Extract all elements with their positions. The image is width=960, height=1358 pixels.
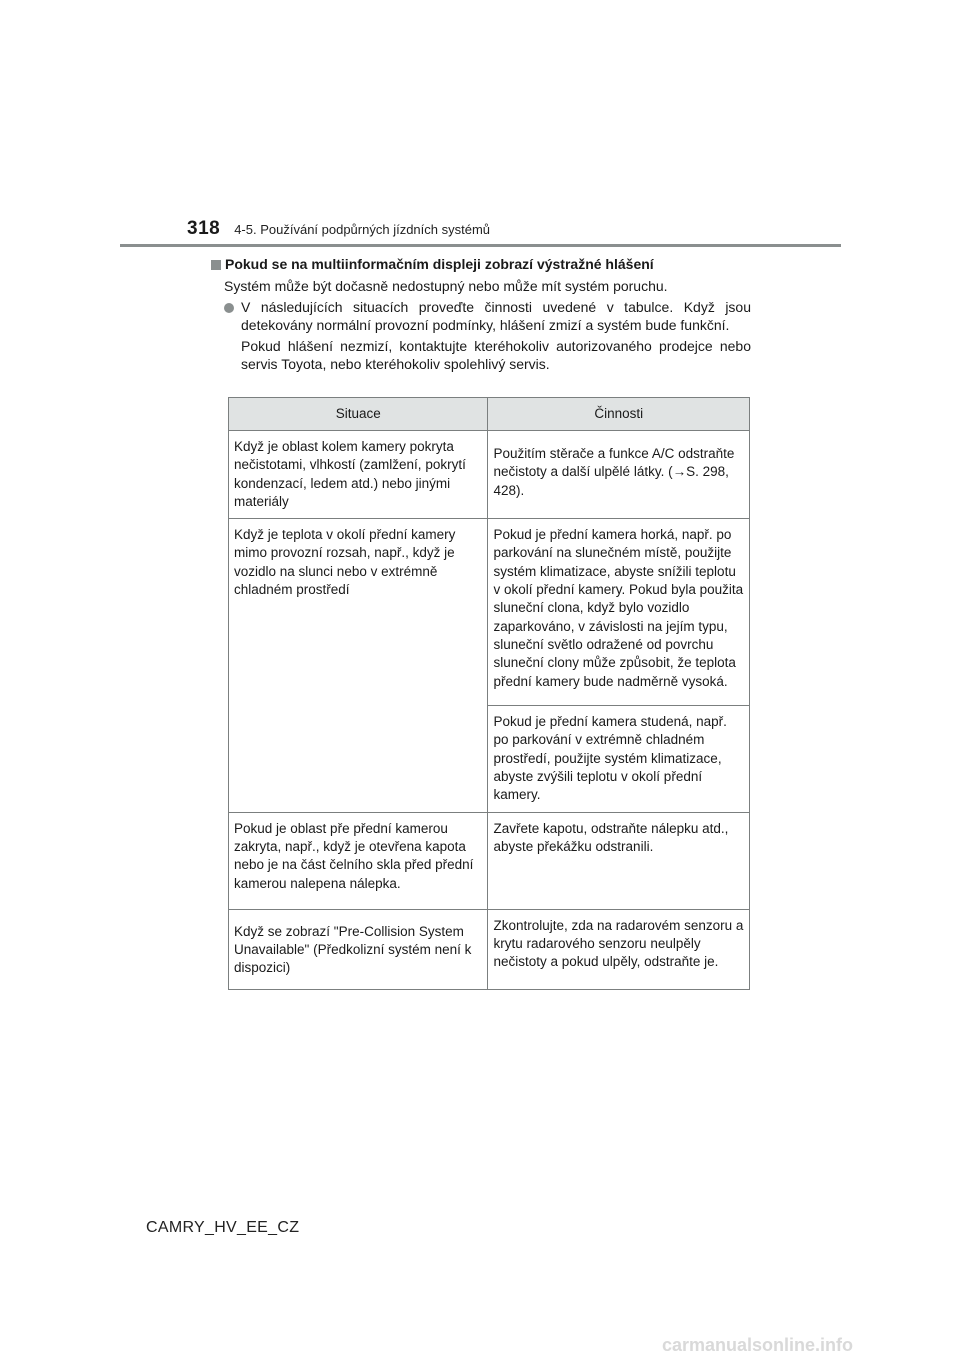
page-number: 318 [187, 218, 221, 239]
table-row [229, 519, 750, 706]
bullet-item [224, 299, 751, 373]
chapter-title: 4-5. Používání podpůrných jízdních systémů [234, 222, 491, 237]
section-intro: Systém může být dočasně nedostupný nebo může mít systém poruchu. [224, 277, 668, 294]
action-cell: Pokud je přední kamera studená, např. po parkování v extrémně chladném prostředí, použijte systém klimatizace, abyste zvýšili teplotu v okolí přední kamery. [488, 706, 750, 812]
table-header-row [229, 398, 750, 431]
situations-table [228, 397, 750, 990]
section [211, 256, 751, 373]
action-cell: Použitím stěrače a funkce A/C odstraňte nečistoty a další ulpělé látky. (→S. 298, 428). [488, 431, 750, 519]
column-header-situation: Situace [229, 398, 488, 431]
column-header-actions: Činnosti [488, 398, 750, 431]
document-code: CAMRY_HV_EE_CZ [146, 1219, 300, 1236]
square-bullet-icon [211, 260, 221, 270]
situation-cell: Když je oblast kolem kamery pokryta nečistotami, vlhkostí (zamlžení, pokrytí kondenzací, ledem atd.) nebo jinými materiály [229, 431, 488, 519]
circle-bullet-icon [224, 303, 234, 313]
table-row [229, 812, 750, 909]
situation-cell: Když se zobrazí "Pre-Collision System Unavailable" (Předkolizní systém není k dispozici) [229, 909, 488, 989]
action-cell: Zavřete kapotu, odstraňte nálepku atd., abyste překážku odstranili. [488, 812, 750, 909]
bullet-paragraph: Pokud hlášení nezmizí, kontaktujte kteréhokoliv autorizovaného prodejce nebo servis Toyota, nebo kteréhokoliv spolehlivý servis. [241, 338, 751, 372]
bullet-paragraph: V následujících situacích proveďte činnosti uvedené v tabulce. Když jsou detekovány normální provozní podmínky, hlášení zmizí a systém bude funkční. [241, 299, 751, 333]
situation-cell: Když je teplota v okolí přední kamery mimo provozní rozsah, např., když je vozidlo na slunci nebo v extrémně chladném prostředí [229, 519, 488, 812]
section-heading [211, 256, 751, 274]
table-row [229, 909, 750, 989]
situation-cell: Pokud je oblast pře přední kamerou zakryta, např., když je otevřena kapota nebo je na část čelního skla před přední kamerou nalepena nálepka. [229, 812, 488, 909]
table-row [229, 431, 750, 519]
section-heading-text: Pokud se na multiinformačním displeji zobrazí výstražné hlášení [225, 256, 654, 272]
page-header [187, 218, 490, 240]
watermark: carmanualsonline.info [662, 1335, 854, 1355]
action-cell: Zkontrolujte, zda na radarovém senzoru a krytu radarového senzoru neulpěly nečistoty a pokud ulpěly, odstraňte je. [488, 909, 750, 989]
action-cell: Pokud je přední kamera horká, např. po parkování na slunečném místě, použijte systém klimatizace, abyste snížili teplotu v okolí přední kamery. Pokud byla použita sluneční clona, když bylo vozidlo zaparkováno, v závislosti na jejím typu, sluneční světlo odražené od povrchu sluneční clony může způsobit, že teplota přední kamery bude nadměrně vysoká. [488, 519, 750, 706]
header-divider [120, 244, 841, 247]
